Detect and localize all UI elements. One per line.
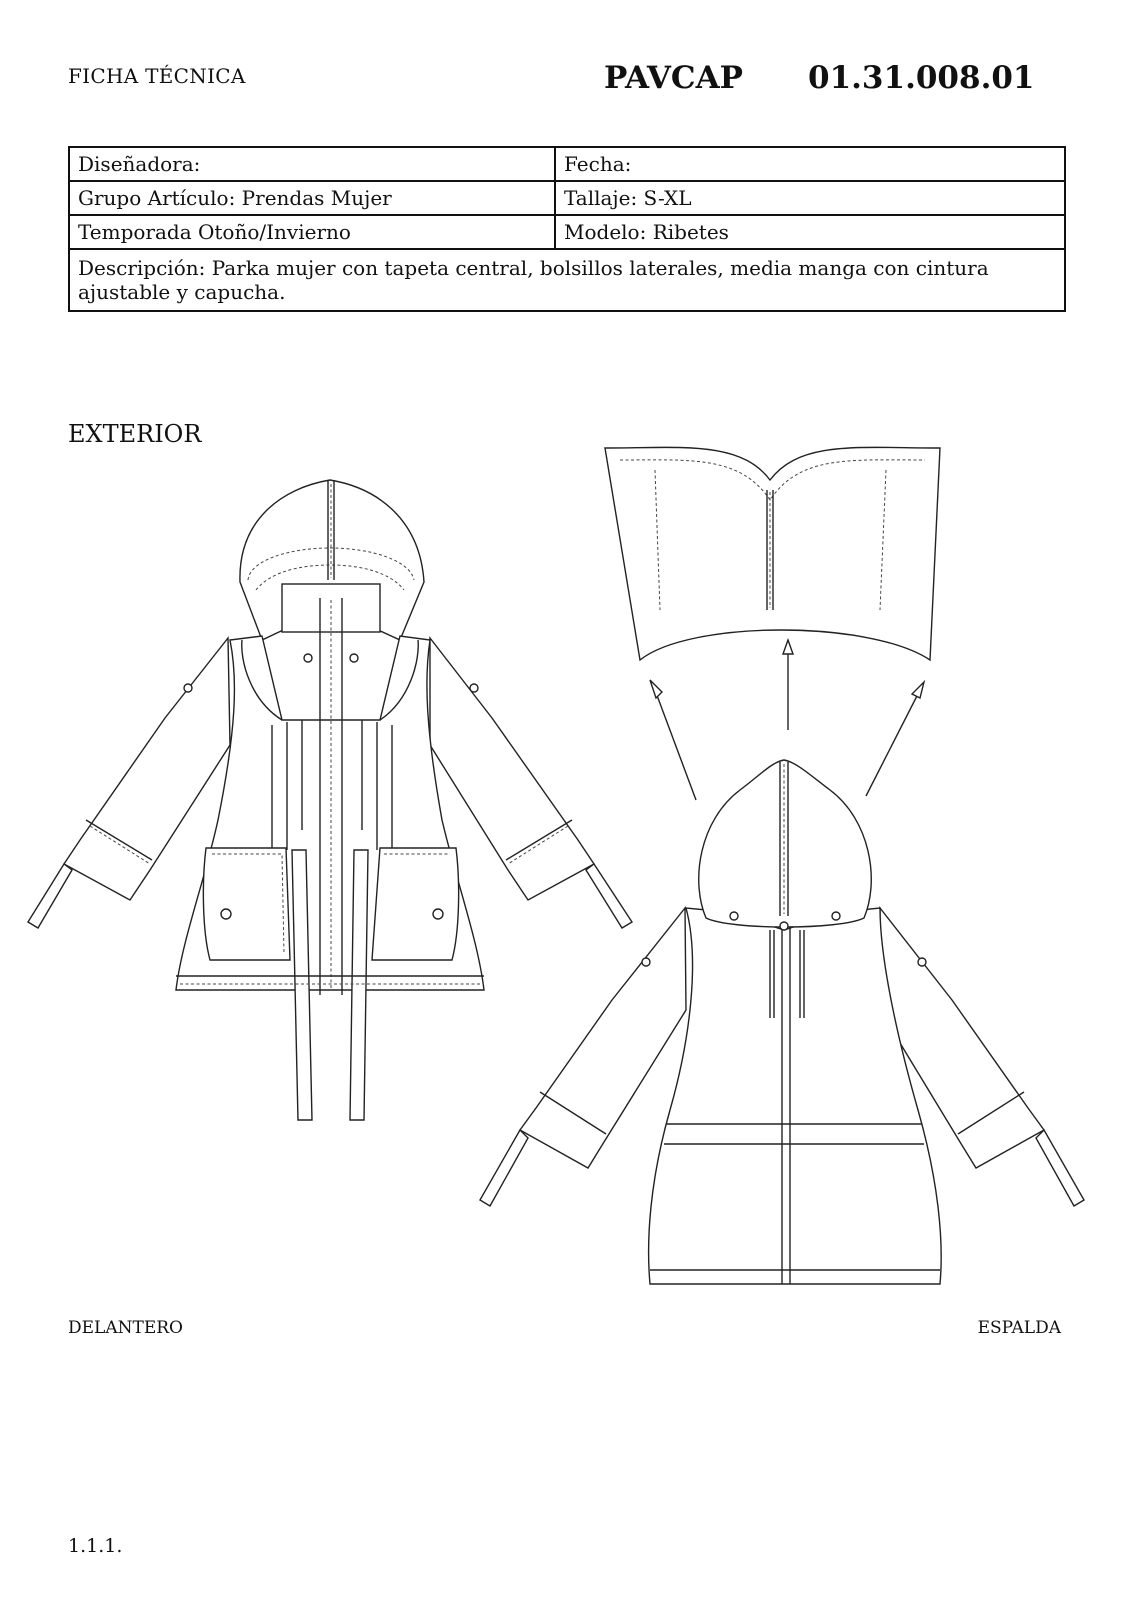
reference-code: 01.31.008.01 — [808, 60, 1035, 96]
description-cell: Descripción: Parka mujer con tapeta central, bolsillos laterales, media manga con cintura ajustable y capucha. — [69, 249, 1065, 311]
sizes-cell: Tallaje: S-XL — [555, 181, 1065, 215]
season-cell: Temporada Otoño/Invierno — [69, 215, 555, 249]
front-view-caption: DELANTERO — [68, 1318, 183, 1338]
designer-cell: Diseñadora: — [69, 147, 555, 181]
date-cell: Fecha: — [555, 147, 1065, 181]
group-cell: Grupo Artículo: Prendas Mujer — [69, 181, 555, 215]
section-title: EXTERIOR — [68, 420, 202, 448]
page-number: 1.1.1. — [68, 1535, 123, 1557]
brand-code: PAVCAP — [604, 60, 743, 96]
document-type: FICHA TÉCNICA — [68, 64, 246, 88]
back-view-caption: ESPALDA — [977, 1318, 1061, 1338]
model-cell: Modelo: Ribetes — [555, 215, 1065, 249]
